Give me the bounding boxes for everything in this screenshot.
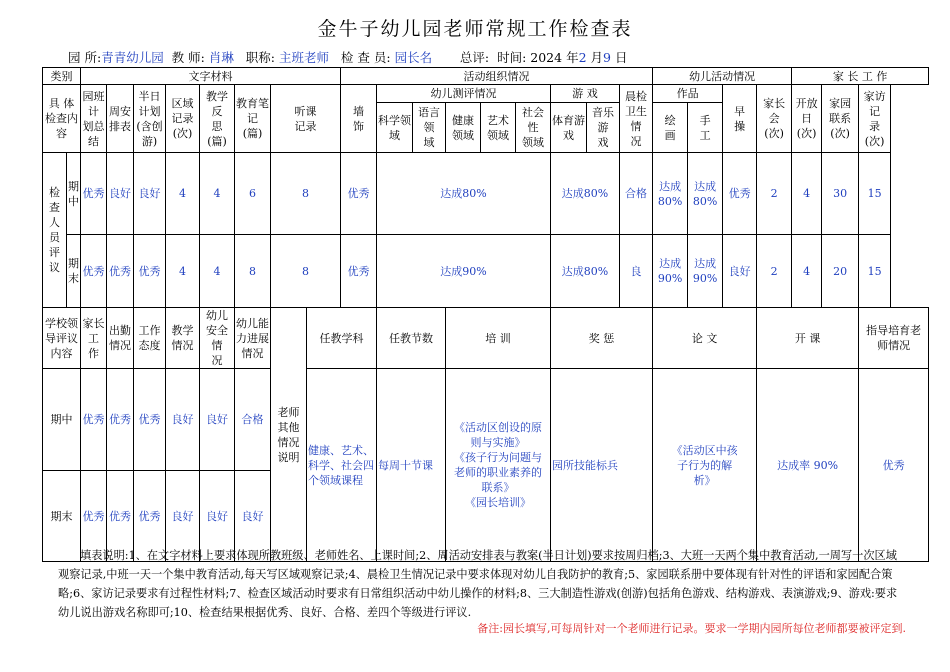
h-other: 老师 其他 情况 说明 — [271, 308, 307, 562]
table-row — [43, 153, 929, 235]
h-class-plan: 园班计 划总结 — [81, 85, 107, 153]
cell-drawing: 达成 90% — [653, 235, 688, 308]
cell-drawing: 达成 80% — [653, 153, 688, 235]
remark-note: 备注:园长填写,可每周针对一个老师进行记录。要求一学期内园所每位老师都要被评定到. — [477, 622, 906, 635]
cell-weekly: 优秀 — [107, 235, 134, 308]
h-mentor: 指导培育老 师情况 — [859, 308, 929, 369]
cell-visit: 15 — [859, 153, 891, 235]
h-open-day: 开放日 (次) — [792, 85, 822, 153]
checker-value: 园长名 — [394, 50, 433, 65]
h-listen: 听课 记录 — [271, 85, 341, 153]
cell-lessons: 每周十节课 — [377, 369, 446, 562]
cell-notes: 6 — [235, 153, 271, 235]
h-open-class: 开 课 — [757, 308, 859, 369]
cell-listen: 8 — [271, 235, 341, 308]
h-training: 培 训 — [446, 308, 551, 369]
fill-instructions: 填表说明:1、在文字材料上要求体现所教班级、老师姓名、上课时间;2、周活动安排表与教案(半日计划)要求按周归档;3、大班一天两个集中教育活动,一周写一次区域观察记录,中班一天一个集中教育活动,每天写区域观察记录;4、晨检卫生情况记录中要求体现对幼儿自我防护的教育;5、家园联系册中要体现有针对性的评语和家园配合策略;6、家访记录要求有过程性材料;7、检查区域活动时要求有日常组织活动中幼儿操作的材料;8、三大制造性游戏(创游)包括角色游戏、结构游戏、表演游戏;9、游戏:要求幼儿说出游戏名称即可;10、检查结果根据优秀、良好、合格、差四个等级进行评议. — [58, 549, 898, 619]
table-row — [43, 235, 929, 308]
h-handcraft: 手 工 — [688, 103, 723, 153]
cell-wall: 优秀 — [341, 235, 377, 308]
cell-subject: 健康、艺术、 科学、社会四 个领域课程 — [307, 369, 377, 562]
cell-safety: 良好 — [200, 369, 235, 471]
rank-label: 职称: — [245, 50, 275, 65]
year: 2024 — [530, 50, 563, 65]
table-row — [43, 369, 929, 471]
h-half-day: 半日 计划 (含创 游) — [134, 85, 166, 153]
cell-paper: 《活动区中孩 子行为的解 析》 — [653, 369, 757, 562]
day: 9 — [603, 50, 611, 65]
cell-award: 园所技能标兵 — [551, 369, 653, 562]
h-reflection: 教学反 思 (篇) — [200, 85, 235, 153]
cell-contact: 20 — [822, 235, 859, 308]
h-subject: 任教学科 — [307, 308, 377, 369]
h-wall: 墙 饰 — [341, 85, 377, 153]
h-docs: 文字材料 — [81, 68, 341, 85]
cell-area: 4 — [166, 235, 200, 308]
h-exercise: 早 操 — [723, 85, 757, 153]
h-weekly: 周安 排表 — [107, 85, 134, 153]
cell-attitude: 优秀 — [134, 369, 166, 471]
cell-morning: 合格 — [620, 153, 653, 235]
info-line — [68, 48, 628, 66]
cell-safety: 良好 — [200, 471, 235, 562]
h-game: 游 戏 — [551, 85, 620, 103]
row-period: 期末 — [43, 471, 81, 562]
cell-plan: 优秀 — [81, 153, 107, 235]
garden-label: 园 所: — [68, 50, 102, 65]
cell-meeting: 2 — [757, 153, 792, 235]
h-language: 语言领 域 — [413, 103, 446, 153]
cell-notes: 8 — [235, 235, 271, 308]
cell-weekly: 良好 — [107, 153, 134, 235]
h-leader-eval: 学校领 导评议 内容 — [43, 308, 81, 369]
time-label: 时间: — [497, 50, 527, 65]
month: 2 — [578, 50, 587, 65]
h-award: 奖 惩 — [551, 308, 653, 369]
h-home-contact: 家园 联系 (次) — [822, 85, 859, 153]
h-art: 艺术 领域 — [481, 103, 516, 153]
row-period: 期中 — [43, 369, 81, 471]
cell-parent-work: 优秀 — [81, 471, 107, 562]
h-works: 作品 — [653, 85, 723, 103]
checker-label: 检 查 员: — [340, 50, 391, 65]
h-health: 健康 领域 — [446, 103, 481, 153]
cell-open-class: 达成率 90% — [757, 369, 859, 562]
row-period: 期 末 — [67, 235, 81, 308]
h-pe-game: 体育游 戏 — [551, 103, 587, 153]
cell-exercise: 优秀 — [723, 153, 757, 235]
h-parent: 家 长 工 作 — [792, 68, 929, 85]
h-area-record: 区域 记录 (次) — [166, 85, 200, 153]
h-kid-activity: 幼儿活动情况 — [653, 68, 792, 85]
cell-attitude: 优秀 — [134, 471, 166, 562]
cell-game: 达成80% — [551, 153, 620, 235]
h-content: 具 体 检查内 容 — [43, 85, 81, 153]
cell-teaching: 良好 — [166, 369, 200, 471]
row-period: 期 中 — [67, 153, 81, 235]
cell-listen: 8 — [271, 153, 341, 235]
h-notes: 教育笔 记 (篇) — [235, 85, 271, 153]
h-visit: 家访记 录 (次) — [859, 85, 891, 153]
cell-parent-work: 优秀 — [81, 369, 107, 471]
h-eval: 幼儿测评情况 — [377, 85, 551, 103]
cell-half-day: 良好 — [134, 153, 166, 235]
cell-teaching: 良好 — [166, 471, 200, 562]
h-activity: 活动组织情况 — [341, 68, 653, 85]
h-attendance: 出勤 情况 — [107, 308, 134, 369]
total-label: 总评: — [459, 50, 490, 65]
cell-morning: 良 — [620, 235, 653, 308]
cell-wall: 优秀 — [341, 153, 377, 235]
cell-exercise: 良好 — [723, 235, 757, 308]
h-parent-work: 家长 工 作 — [81, 308, 107, 369]
teacher-value: 肖琳 — [208, 50, 234, 65]
h-paper: 论 文 — [653, 308, 757, 369]
h-category: 类别 — [43, 68, 81, 85]
rank-value: 主班老师 — [278, 50, 329, 65]
cell-meeting: 2 — [757, 235, 792, 308]
inspection-table — [42, 67, 929, 562]
h-attitude: 工作 态度 — [134, 308, 166, 369]
cell-mentor: 优秀 — [859, 369, 929, 562]
cell-ability: 良好 — [235, 471, 271, 562]
h-morning-check: 晨检 卫生情 况 — [620, 85, 653, 153]
cell-handcraft: 达成 80% — [688, 153, 723, 235]
cell-game: 达成80% — [551, 235, 620, 308]
day-unit: 日 — [614, 50, 628, 65]
cell-attendance: 优秀 — [107, 471, 134, 562]
h-teaching: 教学 情况 — [166, 308, 200, 369]
cell-reflection: 4 — [200, 153, 235, 235]
h-safety: 幼儿 安全情 况 — [200, 308, 235, 369]
cell-training: 《活动区创设的原 则与实施》 《孩子行为问题与 老师的职业素养的 联系》 《园长培训》 — [446, 369, 551, 562]
cell-open-day: 4 — [792, 235, 822, 308]
cell-reflection: 4 — [200, 235, 235, 308]
cell-plan: 优秀 — [81, 235, 107, 308]
cell-handcraft: 达成 90% — [688, 235, 723, 308]
cell-eval: 达成90% — [377, 235, 551, 308]
h-drawing: 绘 画 — [653, 103, 688, 153]
cell-open-day: 4 — [792, 153, 822, 235]
h-social: 社会性 领域 — [516, 103, 551, 153]
teacher-label: 教 师: — [171, 50, 205, 65]
cell-contact: 30 — [822, 153, 859, 235]
h-ability: 幼儿能 力进展 情况 — [235, 308, 271, 369]
cell-ability: 合格 — [235, 369, 271, 471]
cell-half-day: 优秀 — [134, 235, 166, 308]
h-science: 科学领 域 — [377, 103, 413, 153]
page-title: 金牛子幼儿园老师常规工作检查表 — [317, 18, 633, 40]
cell-attendance: 优秀 — [107, 369, 134, 471]
cell-visit: 15 — [859, 235, 891, 308]
checker-group-label: 检查 人员 评议 — [43, 153, 67, 308]
cell-area: 4 — [166, 153, 200, 235]
h-music-game: 音乐游 戏 — [587, 103, 620, 153]
month-unit: 月 — [590, 50, 604, 65]
h-parent-meeting: 家长会 (次) — [757, 85, 792, 153]
h-lessons: 任教节数 — [377, 308, 446, 369]
garden-value: 青青幼儿园 — [101, 50, 164, 65]
year-unit: 年 — [566, 50, 579, 65]
cell-eval: 达成80% — [377, 153, 551, 235]
